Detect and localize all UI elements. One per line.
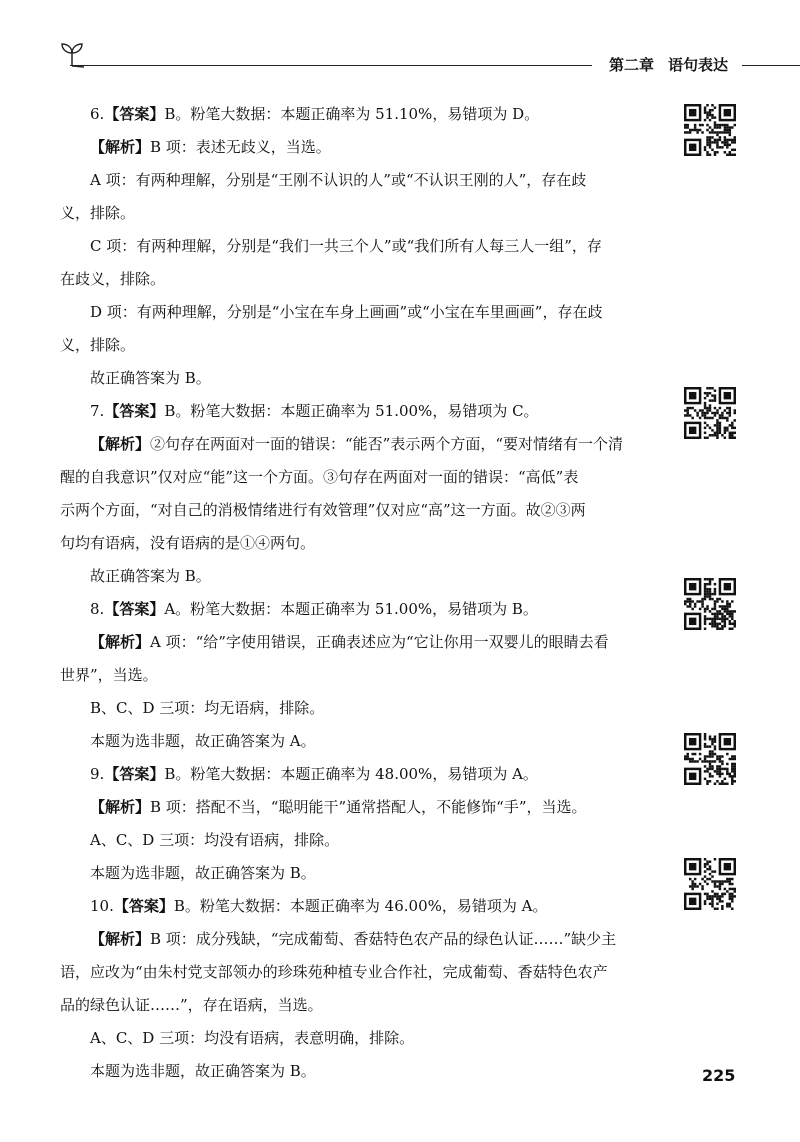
- page-number: 225: [702, 1066, 736, 1085]
- answer-label: 【答案】: [113, 897, 174, 915]
- question-number: 6.: [90, 105, 105, 123]
- analysis-text: B 项：成分残缺，“完成葡萄、香菇特色农产品的绿色认证……”缺少主: [150, 930, 617, 948]
- body-line: 本题为选非题，故正确答案为 B。: [90, 1062, 316, 1080]
- body-line: 世界”，当选。: [60, 666, 158, 684]
- header-rule-left: [70, 65, 592, 66]
- body-line: A 项：有两种理解，分别是“王刚不认识的人”或“不认识王刚的人”，存在歧: [90, 171, 587, 189]
- body-line: A、C、D 三项：均没有语病，表意明确，排除。: [90, 1029, 415, 1047]
- analysis-label: 【解析】: [90, 138, 151, 156]
- answer-block: [60, 593, 652, 758]
- body-line: 品的绿色认证……”，存在语病，当选。: [60, 996, 323, 1014]
- body-line: 示两个方面，“对自己的消极情绪进行有效管理”仅对应“高”这一方面。故②③两: [60, 501, 586, 519]
- answer-block: [60, 395, 652, 593]
- header-rule-right: [742, 65, 800, 66]
- answer-content: [60, 98, 652, 1088]
- body-line: 故正确答案为 B。: [90, 567, 211, 585]
- body-line: 故正确答案为 B。: [90, 369, 211, 387]
- answer-label: 【答案】: [104, 765, 165, 783]
- question-number: 9.: [90, 765, 105, 783]
- answer-text: B。粉笔大数据：本题正确率为 51.10%，易错项为 D。: [164, 105, 540, 123]
- qr-code-icon: [684, 578, 736, 630]
- body-line: B、C、D 三项：均无语病，排除。: [90, 699, 325, 717]
- body-line: 本题为选非题，故正确答案为 A。: [90, 732, 316, 750]
- analysis-label: 【解析】: [90, 435, 151, 453]
- answer-line: [60, 395, 652, 428]
- body-line: 语，应改为“由朱村党支部领办的珍珠苑种植专业合作社，完成葡萄、香菇特色农产: [60, 963, 608, 981]
- analysis-text: ②句存在两面对一面的错误：“能否”表示两个方面，“要对情绪有一个清: [150, 435, 624, 453]
- answer-block: [60, 758, 652, 890]
- body-line: D 项：有两种理解，分别是“小宝在车身上画画”或“小宝在车里画画”，存在歧: [90, 303, 603, 321]
- body-line: A、C、D 三项：均没有语病，排除。: [90, 831, 340, 849]
- answer-text: B。粉笔大数据：本题正确率为 48.00%，易错项为 A。: [164, 765, 538, 783]
- analysis-label: 【解析】: [90, 633, 151, 651]
- qr-code-icon: [684, 387, 736, 439]
- analysis-label: 【解析】: [90, 798, 151, 816]
- qr-code-icon: [684, 733, 736, 785]
- analysis-label: 【解析】: [90, 930, 151, 948]
- section-title: 语句表达: [668, 56, 729, 74]
- answer-line: [60, 890, 652, 923]
- analysis-line: [60, 791, 652, 824]
- answer-line: [60, 593, 652, 626]
- chapter-number: 第二章: [609, 56, 655, 74]
- body-line: 醒的自我意识”仅对应“能”这一个方面。③句存在两面对一面的错误：“高低”表: [60, 468, 579, 486]
- analysis-line: [60, 428, 652, 461]
- analysis-line: [60, 131, 652, 164]
- qr-code-icon: [684, 858, 736, 910]
- running-header: [0, 38, 800, 78]
- answer-text: B。粉笔大数据：本题正确率为 46.00%，易错项为 A。: [173, 897, 548, 915]
- body-line: 本题为选非题，故正确答案为 B。: [90, 864, 316, 882]
- analysis-line: [60, 626, 652, 659]
- body-line: 义，排除。: [60, 204, 136, 222]
- chapter-title: [603, 54, 734, 75]
- answer-text: A。粉笔大数据：本题正确率为 51.00%，易错项为 B。: [164, 600, 538, 618]
- analysis-text: B 项：搭配不当，“聪明能干”通常搭配人，不能修饰“手”，当选。: [150, 798, 587, 816]
- analysis-line: [60, 923, 652, 956]
- answer-text: B。粉笔大数据：本题正确率为 51.00%，易错项为 C。: [164, 402, 539, 420]
- body-line: 义，排除。: [60, 336, 136, 354]
- analysis-text: B 项：表述无歧义，当选。: [150, 138, 331, 156]
- sprout-icon: [58, 40, 86, 68]
- answer-label: 【答案】: [104, 105, 165, 123]
- body-line: 句均有语病，没有语病的是①④两句。: [60, 534, 316, 552]
- answer-line: [60, 758, 652, 791]
- analysis-text: A 项：“给”字使用错误，正确表述应为“它让你用一双婴儿的眼睛去看: [150, 633, 609, 651]
- answer-label: 【答案】: [104, 402, 165, 420]
- question-number: 7.: [90, 402, 105, 420]
- answer-block: [60, 98, 652, 395]
- question-number: 10.: [90, 897, 114, 915]
- question-number: 8.: [90, 600, 105, 618]
- body-line: 在歧义，排除。: [60, 270, 166, 288]
- answer-block: [60, 890, 652, 1088]
- answer-label: 【答案】: [104, 600, 165, 618]
- body-line: C 项：有两种理解，分别是“我们一共三个人”或“我们所有人每三人一组”，存: [90, 237, 602, 255]
- answer-line: [60, 98, 652, 131]
- qr-code-icon: [684, 104, 736, 156]
